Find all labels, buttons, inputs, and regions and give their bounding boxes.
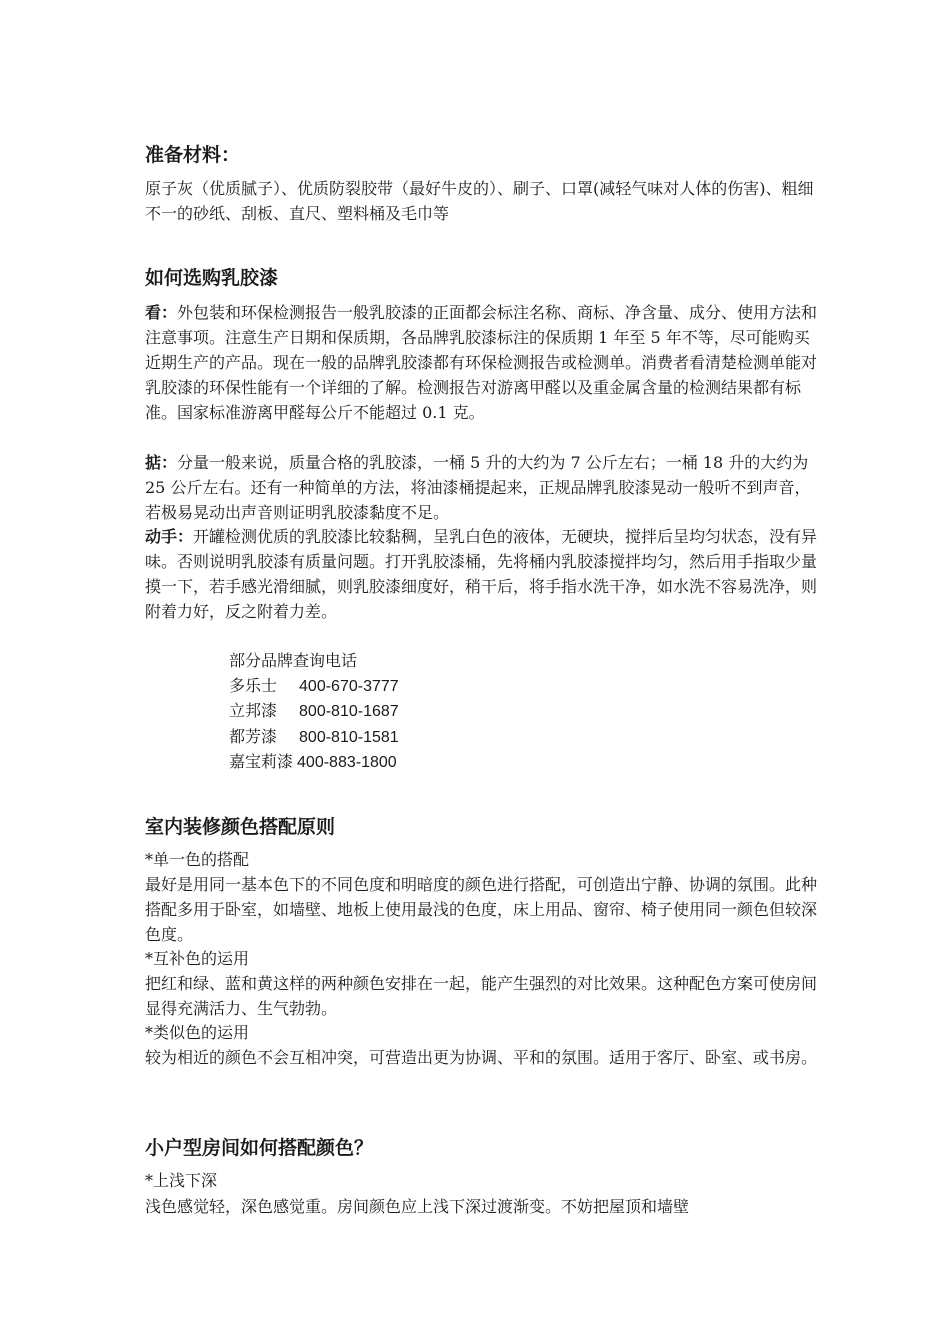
phone-list-title: 部分品牌查询电话 <box>229 651 358 670</box>
phone-row <box>229 750 399 776</box>
phone-number: 800-810-1687 <box>299 703 399 720</box>
colors-item2-title: *互补色的运用 <box>145 949 250 968</box>
phone-brand: 都芳漆 <box>229 726 278 746</box>
look-label: 看： <box>145 303 178 322</box>
paragraph-weigh <box>145 450 825 525</box>
phone-brand: 嘉宝莉漆 <box>229 752 294 771</box>
phone-brand: 多乐士 <box>229 675 278 695</box>
brand-phone-list <box>229 649 399 776</box>
hands-label: 动手： <box>145 527 194 546</box>
colors-item1-title: *单一色的搭配 <box>145 850 250 869</box>
heading-small-room: 小户型房间如何搭配颜色？ <box>145 1137 374 1159</box>
weigh-label: 掂： <box>145 453 178 472</box>
colors-item3-title: *类似色的运用 <box>145 1023 250 1042</box>
look-text: 外包装和环保检测报告一般乳胶漆的正面都会标注名称、商标、净含量、成分、使用方法和注意事项。注意生产日期和保质期，各品牌乳胶漆标注的保质期 1 年至 5 年不等，尽可能购买近期生产的产品。现在一般的品牌乳胶漆都有环保检测报告或检测单。消费者看清楚检测单能对乳胶漆的环保性能有一个详细的了解。检测报告对游离甲醛以及重金属含量的检测结果都有标准。国家标准游离甲醛每公斤不能超过 0.1 克。 <box>145 303 818 422</box>
small-item1-title: *上浅下深 <box>145 1171 218 1190</box>
phone-number: 800-810-1581 <box>299 728 399 746</box>
colors-item3-text: 较为相近的颜色不会互相冲突，可营造出更为协调、平和的氛围。适用于客厅、卧室、或书房。 <box>145 1048 818 1067</box>
phone-row <box>229 699 399 725</box>
phone-number: 400-883-1800 <box>297 754 397 771</box>
phone-row <box>229 674 399 700</box>
colors-item1-text: 最好是用同一基本色下的不同色度和明暗度的颜色进行搭配，可创造出宁静、协调的氛围。此种搭配多用于卧室，如墙壁、地板上使用最浅的色度，床上用品、窗帘、椅子使用同一颜色但较深色度。 <box>145 875 818 944</box>
materials-body: 原子灰（优质腻子）、优质防裂胶带（最好牛皮的）、刷子、口罩(减轻气味对人体的伤害)、粗细不一的砂纸、刮板、直尺、塑料桶及毛巾等 <box>145 179 814 223</box>
colors-item2-text: 把红和绿、蓝和黄这样的两种颜色安排在一起，能产生强烈的对比效果。这种配色方案可使房间显得充满活力、生气勃勃。 <box>145 974 818 1018</box>
paragraph-hands <box>145 524 825 624</box>
phone-number: 400-670-3777 <box>299 677 399 695</box>
heading-materials: 准备材料： <box>145 144 241 166</box>
heading-buying: 如何选购乳胶漆 <box>145 267 279 289</box>
small-item1-text: 浅色感觉轻，深色感觉重。房间颜色应上浅下深过渡渐变。不妨把屋顶和墙壁 <box>145 1197 690 1216</box>
weigh-text: 分量一般来说，质量合格的乳胶漆，一桶 5 升的大约为 7 公斤左右；一桶 18 升的大约为 25 公斤左右。还有一种简单的方法，将油漆桶提起来，正规品牌乳胶漆晃动一般听不到声音，若极易晃动出声音则证明乳胶漆黏度不足。 <box>145 453 811 522</box>
heading-colors: 室内装修颜色搭配原则 <box>145 816 336 838</box>
phone-row <box>229 725 399 751</box>
hands-text: 开罐检测优质的乳胶漆比较黏稠，呈乳白色的液体，无硬块，搅拌后呈均匀状态，没有异味。否则说明乳胶漆有质量问题。打开乳胶漆桶，先将桶内乳胶漆搅拌均匀，然后用手指取少量摸一下，若手感光滑细腻，则乳胶漆细度好，稍干后，将手指水洗干净，如水洗不容易洗净，则附着力好，反之附着力差。 <box>145 527 818 621</box>
paragraph-look <box>145 300 825 425</box>
phone-brand: 立邦漆 <box>229 701 278 720</box>
